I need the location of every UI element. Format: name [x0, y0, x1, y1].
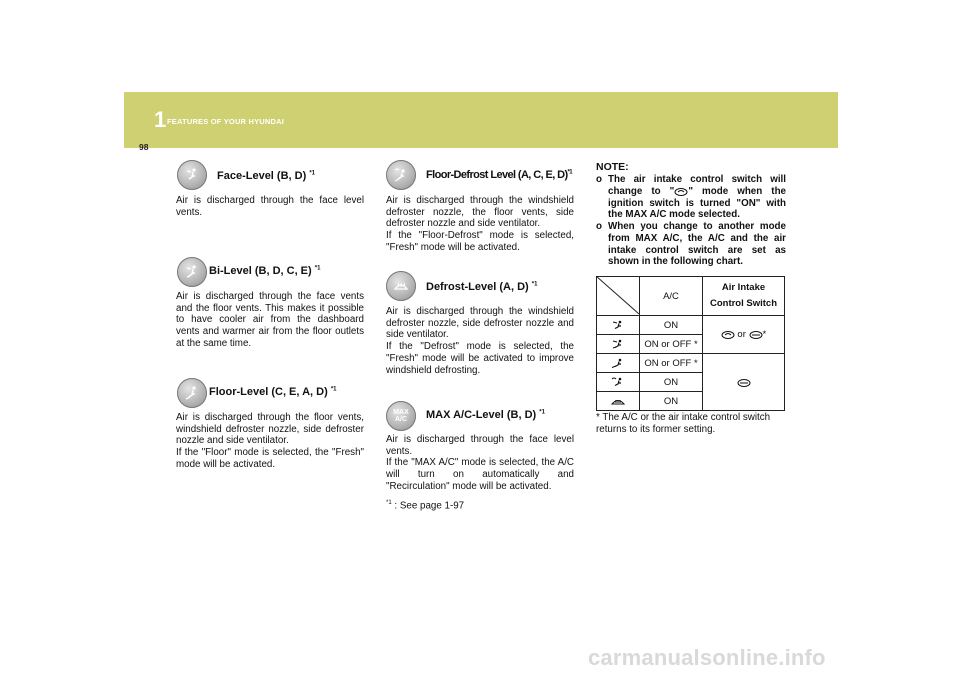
chart-row-floor-ac: ON or OFF *	[640, 354, 703, 373]
floor-level-heading: Floor-Level (C, E, A, D) $^{*1}$	[209, 386, 337, 398]
chapter-title: FEATURES OF YOUR HYUNDAI	[167, 117, 285, 126]
chart-row-face-ac: ON	[640, 316, 703, 335]
chart-row-defrost-icon	[597, 392, 640, 411]
face-level-description: Air is discharged through the face level vents.	[176, 195, 364, 218]
floor-defrost-level-icon	[386, 160, 416, 190]
max-ac-level-heading: MAX A/C-Level (B, D) $^{*1}$	[426, 409, 545, 421]
defrost-level-icon	[386, 271, 416, 301]
ac-intake-chart	[596, 276, 785, 411]
bi-level-description: Air is discharged through the face vents and the floor vents. This makes it possible to have cooler air from the dashboard vents and warmer air from the floor outlets at the same time.	[176, 291, 364, 349]
chart-intake-bottom	[703, 354, 785, 411]
fresh-air-icon	[749, 329, 763, 339]
page-number: 98	[139, 142, 149, 152]
bi-level-heading: Bi-Level (B, D, C, E) $^{*1}$	[209, 265, 321, 277]
defrost-level-heading: Defrost-Level (A, D) $^{*1}$	[426, 281, 538, 293]
chart-row-bi-icon	[597, 335, 640, 354]
chapter-number: 1	[154, 107, 167, 132]
chart-row-bi-ac: ON or OFF *	[640, 335, 703, 354]
max-ac-level-description: Air is discharged through the face level vents. If the "MAX A/C" mode is selected, the A/C will turn on automatically and "Recirculation" mode will be activated.	[386, 434, 574, 492]
chart-row-face-icon	[597, 316, 640, 335]
floor-level-icon	[177, 378, 207, 408]
chart-corner-cell	[597, 277, 640, 316]
note-item-1: o The air intake control switch will change to " " mode when the ignition switch is turned "ON" with the MAX A/C mode selected.	[596, 174, 786, 221]
chart-row-floor-defrost-icon	[597, 373, 640, 392]
face-level-icon	[177, 160, 207, 190]
note-title: NOTE:	[596, 161, 629, 173]
fresh-air-icon	[737, 377, 751, 387]
chart-header-ac: A/C	[640, 277, 703, 316]
chart-row-floor-icon	[597, 354, 640, 373]
recirculation-icon	[721, 329, 735, 339]
floor-defrost-level-description: Air is discharged through the windshield defroster nozzle, the floor vents, side defroster nozzle and side ventilator. If the "Floor-Defrost" mode is selected, "Fresh" mode will be activated.	[386, 195, 574, 253]
chart-header-intake: Air Intake Control Switch	[703, 277, 785, 316]
watermark: carmanualsonline.info	[588, 645, 826, 670]
chart-row-floor-defrost-ac: ON	[640, 373, 703, 392]
recirculation-icon	[674, 186, 688, 196]
floor-level-description: Air is discharged through the floor vents, windshield defroster nozzle, side defroster nozzle and side ventilator. If the "Floor" mode is selected, the "Fresh" mode will be activated.	[176, 412, 364, 470]
see-page-note: $^{*1}$ : See page 1-97	[386, 500, 465, 512]
chart-footnote: * The A/C or the air intake control switch returns to its former setting.	[596, 412, 771, 435]
defrost-level-description: Air is discharged through the windshield defroster nozzle, side defroster nozzle and side ventilator. If the "Defrost" mode is selected, the "Fresh" mode will be activated to improve windshield defrosting.	[386, 306, 574, 376]
face-level-heading: Face-Level (B, D) $^{*1}$	[217, 170, 315, 182]
chart-intake-top: or *	[703, 316, 785, 354]
note-item-2: o When you change to another mode from MAX A/C, the A/C and the air intake control switch are set as shown in the following chart.	[596, 221, 786, 268]
floor-defrost-level-heading: Floor-Defrost Level (A, C, E, D)$^{*1}$	[426, 169, 573, 181]
max-ac-icon	[386, 401, 416, 431]
chart-row-defrost-ac: ON	[640, 392, 703, 411]
max-ac-button-text: MAX A/C	[393, 409, 409, 423]
bi-level-icon	[177, 257, 207, 287]
